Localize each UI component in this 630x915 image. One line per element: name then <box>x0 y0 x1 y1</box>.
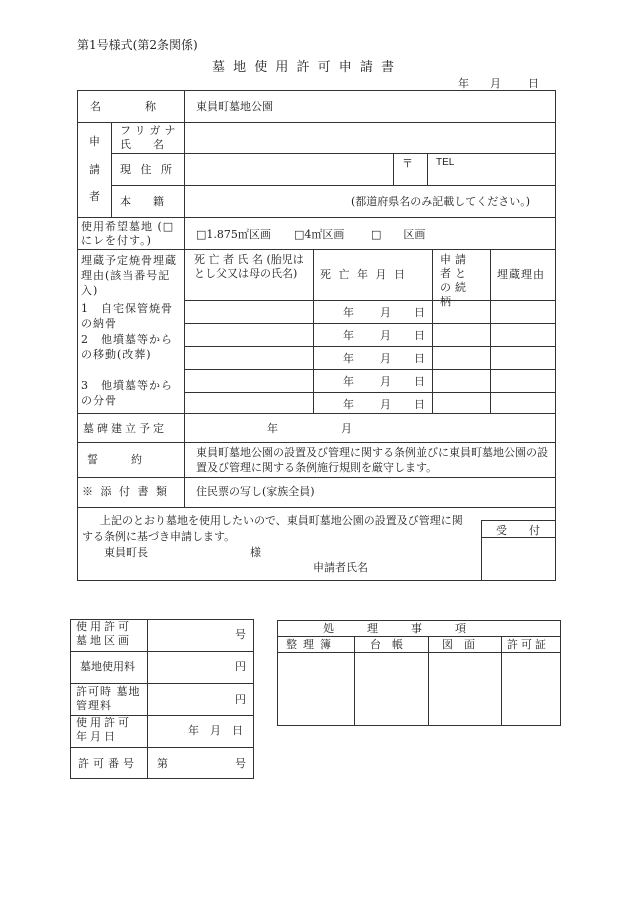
shimei-label: 氏 名 <box>120 138 164 151</box>
address-field[interactable] <box>185 154 392 184</box>
relation-header: 申請者との続柄 <box>440 253 470 308</box>
honseki-note: (都道府県名のみ記載してください。) <box>351 195 531 208</box>
date-year: 年 <box>458 77 469 90</box>
attach-label: ※ 添 付 書 類 <box>82 485 169 498</box>
applicant-label-3: 者 <box>89 190 100 203</box>
permit-date-unit: 年 月 日 <box>188 724 243 737</box>
desired-option-other[interactable]: □ 区画 <box>371 228 426 241</box>
burial-reason-1: 1 自宅保管焼骨の納骨 <box>81 302 173 330</box>
row5-year: 年 <box>343 398 354 411</box>
applicant-name-label: 申請者氏名 <box>313 561 368 574</box>
applicant-label-2: 請 <box>89 163 100 176</box>
lot-label: 使用許可 墓地区画 <box>76 620 132 647</box>
pledge-text: 東員町墓地公園の設置及び管理に関する条例並びに東員町墓地公園の設置及び管理に関する条例施行規則を厳守します。 <box>196 446 548 474</box>
death-date-header: 死 亡 年 月 日 <box>320 268 407 281</box>
name-label: 名 称 <box>90 100 156 113</box>
row5-day: 日 <box>414 398 425 411</box>
row1-year: 年 <box>343 306 354 319</box>
col-register: 整理簿 <box>286 638 337 651</box>
pledge-label: 誓 約 <box>87 453 142 466</box>
desired-option-1875[interactable]: □1.875㎡区画 <box>196 228 271 241</box>
application-text: 上記のとおり墓地を使用したいので、東員町墓地公園の設置及び管理に関する条例に基づき申請します。 <box>82 514 463 543</box>
received-stamp-area[interactable] <box>482 538 555 580</box>
form-number: 第1号様式(第2条関係) <box>77 38 198 52</box>
permit-no-unit: 号 <box>235 757 246 770</box>
permit-no-label: 許可番号 <box>78 757 138 770</box>
processing-title: 処 理 事 項 <box>323 622 466 635</box>
applicant-label-1: 申 <box>89 135 100 148</box>
monument-label: 墓碑建立予定 <box>83 422 167 435</box>
burial-label: 埋蔵予定焼骨埋蔵理由(該当番号記入) <box>81 254 177 297</box>
name-value: 東員町墓地公園 <box>196 100 273 113</box>
row2-month: 月 <box>380 329 391 342</box>
mgmt-fee-unit: 円 <box>235 693 246 706</box>
received-label: 受 付 <box>496 524 540 537</box>
row4-year: 年 <box>343 375 354 388</box>
row3-year: 年 <box>343 352 354 365</box>
row4-month: 月 <box>380 375 391 388</box>
date-month: 月 <box>490 77 501 90</box>
monument-year: 年 <box>267 422 278 435</box>
deceased-name-header: 死 亡 者 氏 名 (胎児はとし父又は母の氏名) <box>194 253 304 280</box>
burial-reason-2: 2 他墳墓等からの移動(改葬) <box>81 333 173 361</box>
furigana-label: フリガナ <box>120 124 180 137</box>
desired-grave-label: 使用希望墓地 (□にレを付す。) <box>81 220 175 247</box>
honseki-label: 本 籍 <box>120 195 164 208</box>
reason-header: 埋蔵理由 <box>497 268 545 281</box>
postal-mark: 〒 <box>402 157 413 170</box>
monument-month: 月 <box>341 422 352 435</box>
page-title: 墓 地 使 用 許 可 申 請 書 <box>212 60 397 75</box>
col-drawing: 図 面 <box>442 638 475 651</box>
address-label: 現 住 所 <box>120 163 175 176</box>
fee-unit: 円 <box>235 660 246 673</box>
tel-label: TEL <box>436 157 455 168</box>
col-permit: 許可証 <box>507 638 549 651</box>
row1-day: 日 <box>414 306 425 319</box>
fee-label: 墓地使用料 <box>80 660 135 673</box>
desired-option-4[interactable]: □4㎡区画 <box>294 228 345 241</box>
sama-label: 様 <box>250 546 261 559</box>
burial-reason-3: 3 他墳墓等からの分骨 <box>81 379 173 407</box>
mgmt-fee-label: 許可時 墓地管理料 <box>76 685 141 712</box>
permit-no-prefix: 第 <box>157 757 168 770</box>
date-day: 日 <box>528 77 539 90</box>
row1-month: 月 <box>380 306 391 319</box>
permit-date-label: 使用許可 年月日 <box>76 716 132 743</box>
lot-unit: 号 <box>235 628 246 641</box>
row3-month: 月 <box>380 352 391 365</box>
attach-value: 住民票の写し(家族全員) <box>196 485 315 498</box>
applicant-name-field[interactable] <box>185 123 555 152</box>
row2-year: 年 <box>343 329 354 342</box>
row5-month: 月 <box>380 398 391 411</box>
row2-day: 日 <box>414 329 425 342</box>
mayor-label: 東員町長 <box>104 546 148 559</box>
col-ledger: 台 帳 <box>370 638 403 651</box>
row3-day: 日 <box>414 352 425 365</box>
row4-day: 日 <box>414 375 425 388</box>
